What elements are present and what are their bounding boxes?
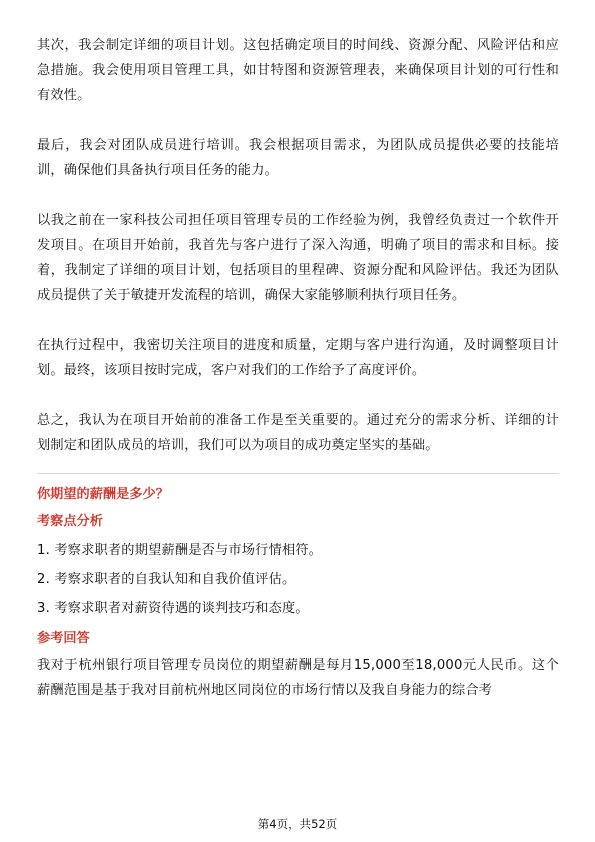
paragraph-plan: 其次，我会制定详细的项目计划。这包括确定项目的时间线、资源分配、风险评估和应急措施。我会使用项目管理工具，如甘特图和资源管理表，来确保项目计划的可行性和有效性。 — [37, 38, 559, 103]
paragraph-execution: 在执行过程中，我密切关注项目的进度和质量，定期与客户进行沟通，及时调整项目计划。最终，该项目按时完成，客户对我们的工作给予了高度评价。 — [37, 338, 559, 378]
section-divider — [37, 473, 559, 474]
paragraph-experience: 以我之前在一家科技公司担任项目管理专员的工作经验为例，我曾经负责过一个软件开发项目。在项目开始前，我首先与客户进行了深入沟通，明确了项目的需求和目标。接着，我制定了详细的项目计划，包括项目的里程碑、资源分配和风险评估。我还为团队成员提供了关于敏捷开发流程的培训，确保大家能够顺利执行项目任务。 — [37, 213, 559, 303]
paragraph-summary: 总之，我认为在项目开始前的准备工作是至关重要的。通过充分的需求分析、详细的计划制定和团队成员的培训，我们可以为项目的成功奠定坚实的基础。 — [37, 413, 559, 453]
analysis-heading: 考察点分析 — [37, 514, 103, 529]
reference-answer: 我对于杭州银行项目管理专员岗位的期望薪酬是每月15,000至18,000元人民币。这个薪酬范围是基于我对目前杭州地区同岗位的市场行情以及我自身能力的综合考 — [37, 658, 559, 698]
list-item: 1. 考察求职者的期望薪酬是否与市场行情相符。 — [37, 543, 323, 558]
paragraph-training: 最后，我会对团队成员进行培训。我会根据项目需求，为团队成员提供必要的技能培训，确保他们具备执行项目任务的能力。 — [37, 138, 559, 178]
reference-heading: 参考回答 — [37, 631, 90, 646]
page-number: 第4页，共52页 — [257, 817, 338, 831]
document-body — [37, 33, 559, 703]
list-item: 3. 考察求职者对薪资待遇的谈判技巧和态度。 — [37, 601, 309, 616]
list-item: 2. 考察求职者的自我认知和自我价值评估。 — [37, 572, 296, 587]
question-title: 你期望的薪酬是多少？ — [37, 487, 169, 502]
analysis-list — [37, 536, 559, 623]
